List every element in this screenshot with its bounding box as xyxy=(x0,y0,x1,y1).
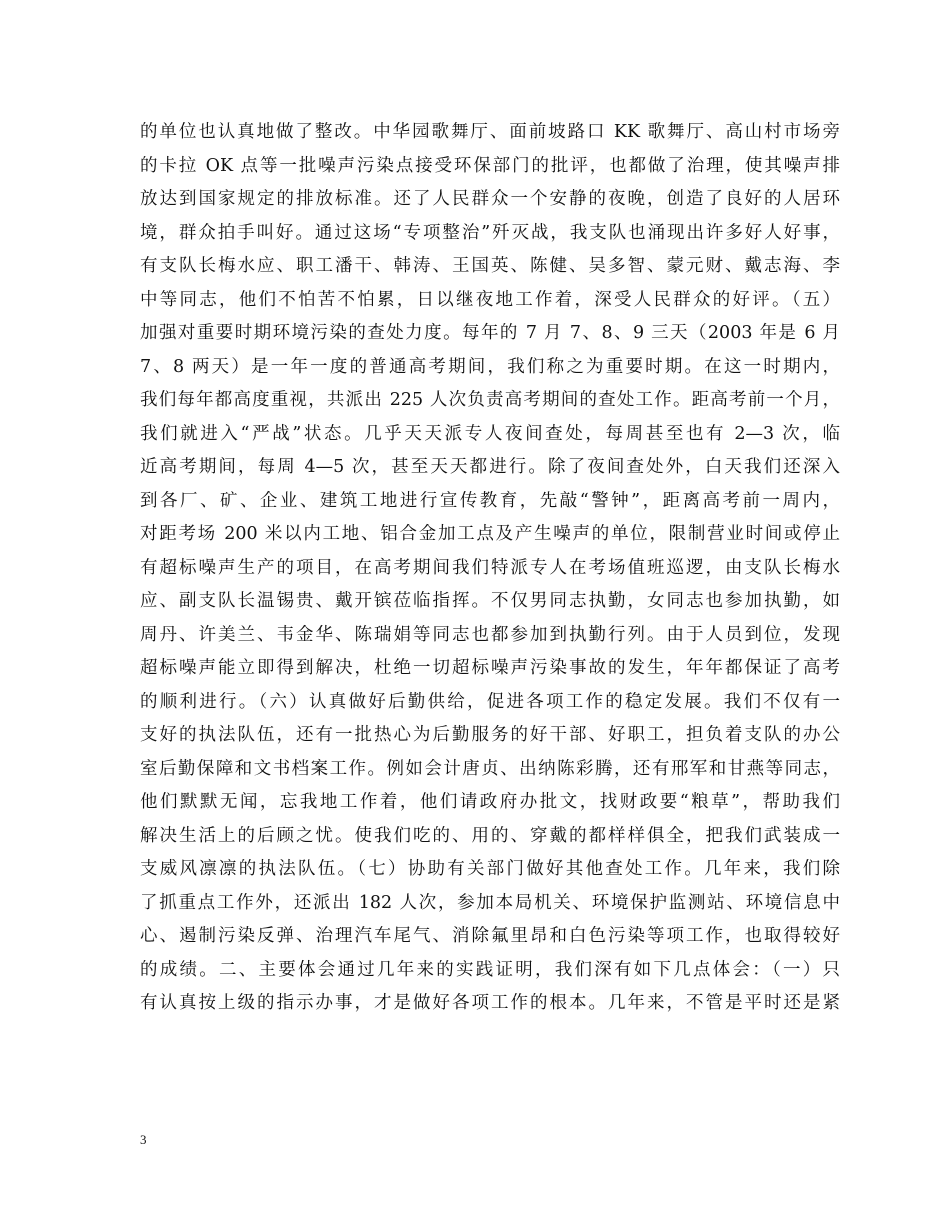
text-line: 超标噪声能立即得到解决，杜绝一切超标噪声污染事故的发生，年年都保证了高考 xyxy=(140,658,840,678)
text-line: 我们就进入“严战”状态。几乎天天派专人夜间查处，每周甚至也有 2—3 次，临 xyxy=(140,423,840,444)
text-line: 加强对重要时期环境污染的查处力度。每年的 7 月 7、8、9 三天（2003 年是 6 月 xyxy=(140,323,840,343)
text-line: 有认真按上级的指示办事，才是做好各项工作的根本。几年来，不管是平时还是紧 xyxy=(140,993,840,1013)
text-line: 到各厂、矿、企业、建筑工地进行宣传教育，先敲“警钟”，距离高考前一周内， xyxy=(140,490,840,511)
text-line: 我们每年都高度重视，共派出 225 人次负责高考期间的查处工作。距高考前一个月， xyxy=(140,390,840,410)
text-line: 有支队长梅水应、职工潘干、韩涛、王国英、陈健、吴多智、蒙元财、戴志海、李 xyxy=(140,256,840,276)
text-line: 他们默默无闻，忘我地工作着，他们请政府办批文，找财政要“粮草”，帮助我们 xyxy=(140,792,840,812)
text-line: 有超标噪声生产的项目，在高考期间我们特派专人在考场值班巡逻，由支队长梅水 xyxy=(140,557,840,578)
text-line: 周丹、许美兰、韦金华、陈瑞娟等同志也都参加到执勤行列。由于人员到位，发现 xyxy=(140,624,840,645)
text-line: 支威风凛凛的执法队伍。（七）协助有关部门做好其他查处工作。几年来，我们除 xyxy=(140,859,840,879)
text-line: 应、副支队长温锡贵、戴开镔莅临指挥。不仅男同志执勤，女同志也参加执勤，如 xyxy=(140,591,840,611)
text-line: 了抓重点工作外，还派出 182 人次，参加本局机关、环境保护监测站、环境信息中 xyxy=(140,892,840,913)
text-line: 的卡拉 OK 点等一批噪声污染点接受环保部门的批评，也都做了治理，使其噪声排 xyxy=(140,155,840,176)
text-line: 的顺利进行。（六）认真做好后勤供给，促进各项工作的稳定发展。我们不仅有一 xyxy=(140,691,840,712)
text-line: 中等同志，他们不怕苦不怕累，日以继夜地工作着，深受人民群众的好评。（五） xyxy=(140,289,840,310)
text-line: 近高考期间，每周 4—5 次，甚至天天都进行。除了夜间查处外，白天我们还深入 xyxy=(140,457,840,477)
text-line: 心、遏制污染反弹、治理汽车尾气、消除氟里昂和白色污染等项工作，也取得较好 xyxy=(140,926,840,946)
text-line: 对距考场 200 米以内工地、铝合金加工点及产生噪声的单位，限制营业时间或停止 xyxy=(140,524,840,544)
text-line: 室后勤保障和文书档案工作。例如会计唐贞、出纳陈彩腾，还有邢军和甘燕等同志， xyxy=(140,758,840,779)
text-line: 7、8 两天）是一年一度的普通高考期间，我们称之为重要时期。在这一时期内， xyxy=(140,356,840,377)
text-line: 支好的执法队伍，还有一批热心为后勤服务的好干部、好职工，担负着支队的办公 xyxy=(140,725,840,745)
text-line: 解决生活上的后顾之忧。使我们吃的、用的、穿戴的都样样俱全，把我们武装成一 xyxy=(140,825,840,846)
text-line: 的单位也认真地做了整改。中华园歌舞厅、面前坡路口 KK 歌舞厅、高山村市场旁 xyxy=(140,122,840,142)
text-line: 的成绩。二、主要体会通过几年来的实践证明，我们深有如下几点体会：（一）只 xyxy=(140,959,840,980)
body-text xyxy=(140,116,840,1021)
page-number: 3 xyxy=(140,1132,147,1147)
text-line: 境，群众拍手叫好。通过这场“专项整治”歼灭战，我支队也涌现出许多好人好事， xyxy=(140,222,840,243)
text-line: 放达到国家规定的排放标准。还了人民群众一个安静的夜晚，创造了良好的人居环 xyxy=(140,189,840,209)
